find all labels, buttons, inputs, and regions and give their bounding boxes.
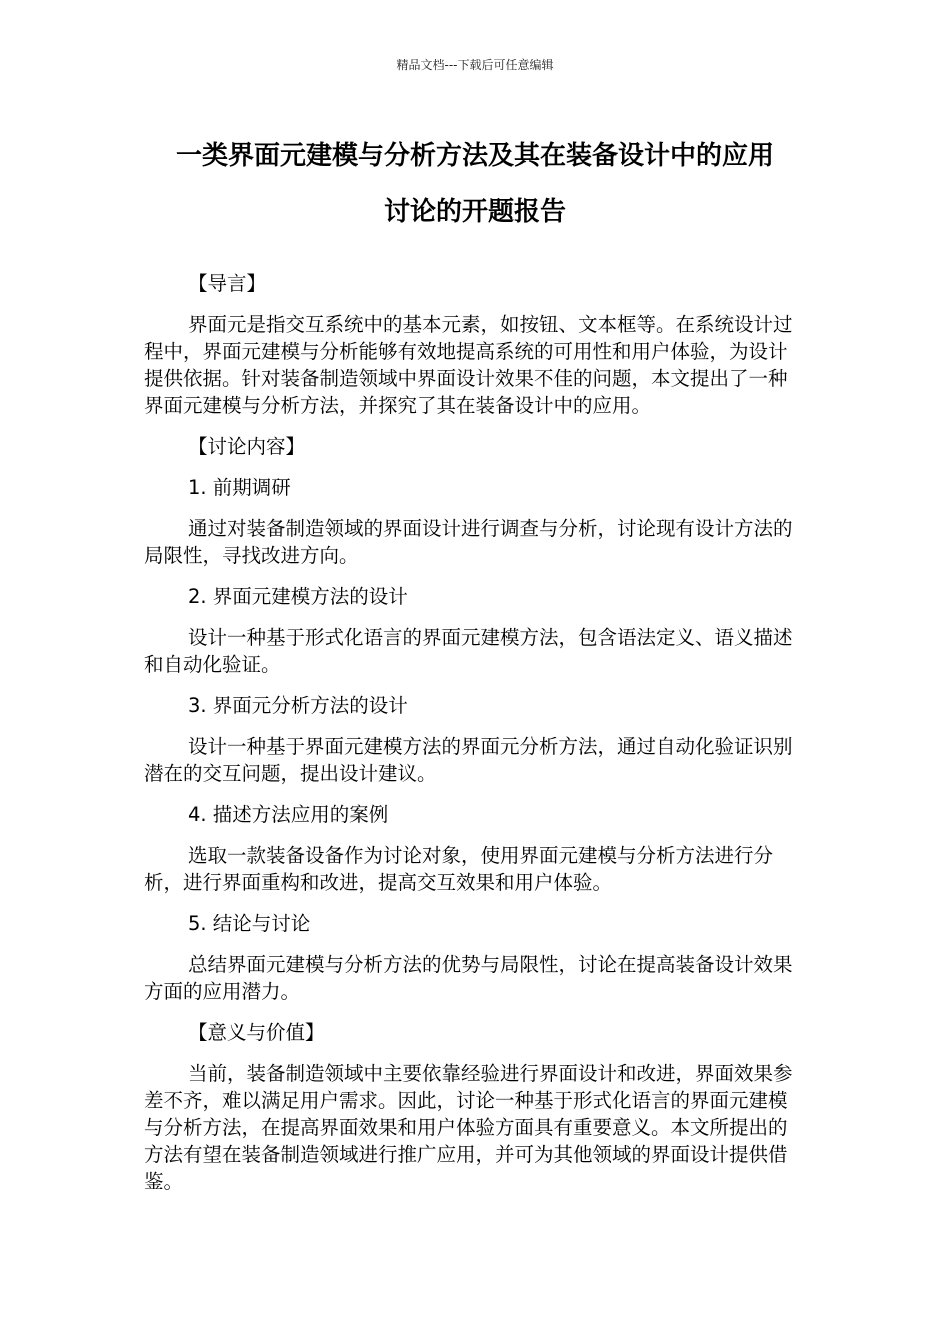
document-body: [144, 270, 796, 1195]
item2-title: 2. 界面元建模方法的设计: [188, 585, 408, 608]
item5-paragraph: 总结界面元建模与分析方法的优势与局限性，讨论在提高装备设计效果方面的应用潜力。: [144, 953, 793, 1003]
page-header: 精品文档---下载后可任意编辑: [396, 58, 554, 72]
intro-paragraph: 界面元是指交互系统中的基本元素，如按钮、文本框等。在系统设计过程中，界面元建模与分析能够有效地提高系统的可用性和用户体验，为设计提供依据。针对装备制造领域中界面设计效果不佳的问题，本文提出了一种界面元建模与分析方法，并探究了其在装备设计中的应用。: [144, 313, 793, 417]
item3-paragraph: 设计一种基于界面元建模方法的界面元分析方法，通过自动化验证识别潜在的交互问题，提出设计建议。: [144, 735, 793, 785]
item3-title: 3. 界面元分析方法的设计: [188, 694, 408, 717]
item4-paragraph: 选取一款装备设备作为讨论对象，使用界面元建模与分析方法进行分析，进行界面重构和改进，提高交互效果和用户体验。: [144, 844, 774, 894]
item5-title: 5. 结论与讨论: [188, 912, 311, 935]
item4-title: 4. 描述方法应用的案例: [188, 803, 389, 826]
item1-title: 1. 前期调研: [188, 476, 291, 499]
document-title-line1: 一类界面元建模与分析方法及其在装备设计中的应用: [175, 141, 774, 171]
value-paragraph: 当前，装备制造领域中主要依靠经验进行界面设计和改进，界面效果参差不齐，难以满足用户需求。因此，讨论一种基于形式化语言的界面元建模与分析方法，在提高界面效果和用户体验方面具有重要意义。本文所提出的方法有望在装备制造领域进行推广应用，并可为其他领域的界面设计提供借鉴。: [144, 1062, 793, 1193]
item1-paragraph: 通过对装备制造领域的界面设计进行调查与分析，讨论现有设计方法的局限性，寻找改进方向。: [144, 517, 793, 567]
document-title-line2: 讨论的开题报告: [383, 197, 566, 227]
item2-paragraph: 设计一种基于形式化语言的界面元建模方法，包含语法定义、语义描述和自动化验证。: [144, 626, 793, 676]
content-heading: 【讨论内容】: [188, 435, 306, 458]
value-heading: 【意义与价值】: [188, 1021, 325, 1044]
intro-heading: 【导言】: [188, 272, 267, 295]
